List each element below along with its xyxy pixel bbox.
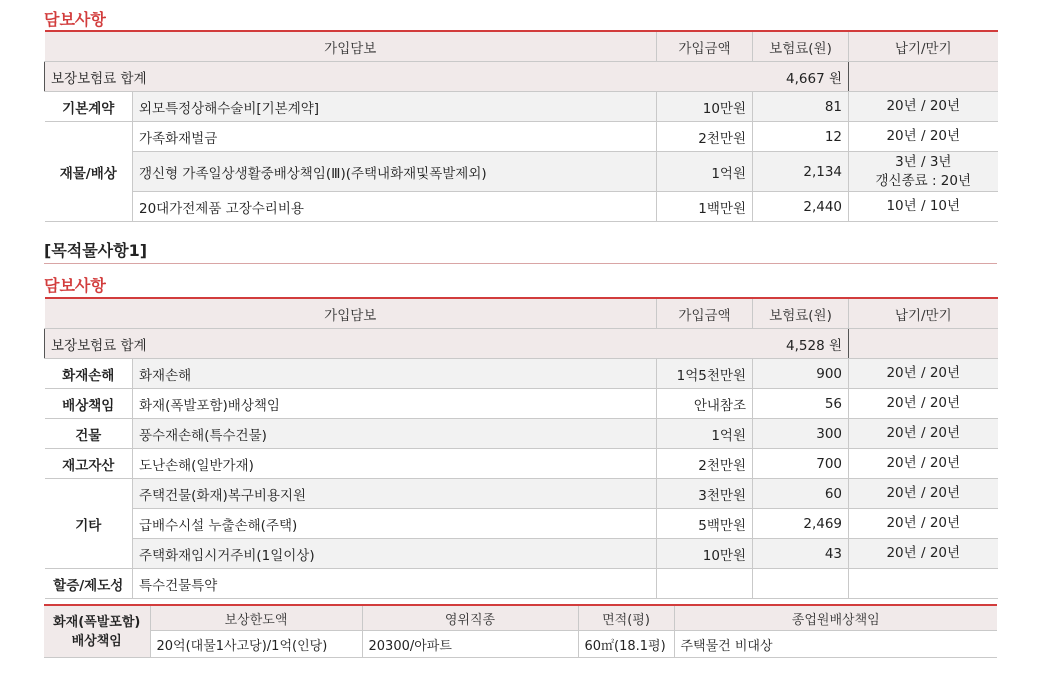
category-cell: 배상책임 — [45, 389, 133, 419]
table-row — [45, 419, 998, 449]
coverage-amount: 1억5천만원 — [657, 359, 753, 389]
premium-total-row — [45, 62, 998, 92]
table-row — [45, 192, 998, 222]
category-cell: 재고자산 — [45, 449, 133, 479]
coverage-premium: 700 — [753, 449, 849, 479]
header-amount: 가입금액 — [657, 298, 753, 329]
table-row — [45, 389, 998, 419]
coverage-amount: 3천만원 — [657, 479, 753, 509]
coverage-premium: 60 — [753, 479, 849, 509]
section-title: 담보사항 — [44, 276, 106, 295]
header-premium: 보험료(원) — [753, 298, 849, 329]
coverage-amount: 안내참조 — [657, 389, 753, 419]
coverage-premium: 300 — [753, 419, 849, 449]
coverage-period: 10년 / 10년 — [849, 192, 998, 222]
business-type-value: 20300/아파트 — [362, 631, 578, 658]
coverage-name: 화재손해 — [133, 359, 657, 389]
header-premium: 보험료(원) — [753, 31, 849, 62]
table-row — [45, 449, 998, 479]
coverage-premium: 900 — [753, 359, 849, 389]
coverage-name: 급배수시설 누출손해(주택) — [133, 509, 657, 539]
category-cell: 기타 — [45, 479, 133, 569]
coverage-name: 도난손해(일반가재) — [133, 449, 657, 479]
coverage-amount: 1백만원 — [657, 192, 753, 222]
employee-liability-value: 주택물건 비대상 — [674, 631, 997, 658]
table-row — [45, 92, 998, 122]
category-cell: 화재손해 — [45, 359, 133, 389]
category-cell: 할증/제도성 — [45, 569, 133, 599]
coverage-name: 갱신형 가족일상생활중배상책임(Ⅲ)(주택내화재및폭발제외) — [133, 152, 657, 192]
coverage-period: 20년 / 20년 — [849, 509, 998, 539]
object-title-divider — [44, 263, 997, 264]
coverage-premium: 56 — [753, 389, 849, 419]
coverage-period: 20년 / 20년 — [849, 479, 998, 509]
coverage-period: 20년 / 20년 — [849, 539, 998, 569]
header-coverage: 가입담보 — [45, 31, 657, 62]
coverage-amount: 1억원 — [657, 419, 753, 449]
header-area: 면적(평) — [578, 605, 674, 631]
liability-table — [44, 604, 997, 658]
coverage-amount: 5백만원 — [657, 509, 753, 539]
table-header-row — [45, 298, 998, 329]
liability-label-line1: 화재(폭발포함) — [53, 614, 141, 630]
coverage-name: 20대가전제품 고장수리비용 — [133, 192, 657, 222]
coverage-name: 주택화재임시거주비(1일이상) — [133, 539, 657, 569]
coverage-name: 외모특정상해수술비[기본계약] — [133, 92, 657, 122]
coverage-period — [849, 569, 998, 599]
liability-label — [44, 605, 150, 658]
table-row — [45, 122, 998, 152]
table-row — [45, 479, 998, 509]
premium-total-empty — [849, 329, 998, 359]
header-limit: 보상한도액 — [150, 605, 362, 631]
table-row — [45, 569, 998, 599]
premium-total-row — [45, 329, 998, 359]
coverage-period: 20년 / 20년 — [849, 92, 998, 122]
table-header-row — [45, 31, 998, 62]
coverage-period: 20년 / 20년 — [849, 419, 998, 449]
table-row — [45, 152, 998, 192]
header-business-type: 영위직종 — [362, 605, 578, 631]
category-cell: 기본계약 — [45, 92, 133, 122]
coverage-amount — [657, 569, 753, 599]
liability-label-line2: 배상책임 — [71, 633, 122, 649]
coverage-table — [44, 297, 998, 599]
coverage-period: 20년 / 20년 — [849, 122, 998, 152]
coverage-name: 주택건물(화재)복구비용지원 — [133, 479, 657, 509]
object-title: [목적물사항1] — [44, 241, 148, 260]
coverage-premium: 81 — [753, 92, 849, 122]
table-row — [45, 509, 998, 539]
coverage-table — [44, 30, 998, 222]
premium-total-empty — [849, 62, 998, 92]
table-row — [45, 539, 998, 569]
header-amount: 가입금액 — [657, 31, 753, 62]
coverage-amount: 2천만원 — [657, 122, 753, 152]
coverage-period-line2: 갱신종료 : 20년 — [875, 172, 972, 189]
coverage-premium: 43 — [753, 539, 849, 569]
premium-total-label: 보장보험료 합계 — [45, 329, 753, 359]
coverage-amount: 2천만원 — [657, 449, 753, 479]
liability-value-row — [44, 631, 997, 658]
coverage-amount: 1억원 — [657, 152, 753, 192]
header-coverage: 가입담보 — [45, 298, 657, 329]
category-cell: 재물/배상 — [45, 122, 133, 222]
header-employee-liability: 종업원배상책임 — [674, 605, 997, 631]
coverage-premium: 12 — [753, 122, 849, 152]
coverage-amount: 10만원 — [657, 92, 753, 122]
coverage-name: 특수건물특약 — [133, 569, 657, 599]
coverage-period: 20년 / 20년 — [849, 389, 998, 419]
coverage-name: 화재(폭발포함)배상책임 — [133, 389, 657, 419]
table-row — [45, 359, 998, 389]
coverage-name: 가족화재벌금 — [133, 122, 657, 152]
premium-total-label: 보장보험료 합계 — [45, 62, 753, 92]
premium-total-value: 4,528 원 — [753, 329, 849, 359]
coverage-period-line1: 3년 / 3년 — [895, 153, 952, 170]
coverage-premium — [753, 569, 849, 599]
liability-header-row — [44, 605, 997, 631]
coverage-period: 20년 / 20년 — [849, 449, 998, 479]
category-cell: 건물 — [45, 419, 133, 449]
coverage-period — [849, 152, 998, 192]
premium-total-value: 4,667 원 — [753, 62, 849, 92]
coverage-name: 풍수재손해(특수건물) — [133, 419, 657, 449]
coverage-premium: 2,469 — [753, 509, 849, 539]
coverage-premium: 2,134 — [753, 152, 849, 192]
limit-value: 20억(대물1사고당)/1억(인당) — [150, 631, 362, 658]
header-period: 납기/만기 — [849, 31, 998, 62]
coverage-amount: 10만원 — [657, 539, 753, 569]
area-value: 60㎡(18.1평) — [578, 631, 674, 658]
section-title: 담보사항 — [44, 10, 106, 29]
coverage-premium: 2,440 — [753, 192, 849, 222]
header-period: 납기/만기 — [849, 298, 998, 329]
coverage-period: 20년 / 20년 — [849, 359, 998, 389]
